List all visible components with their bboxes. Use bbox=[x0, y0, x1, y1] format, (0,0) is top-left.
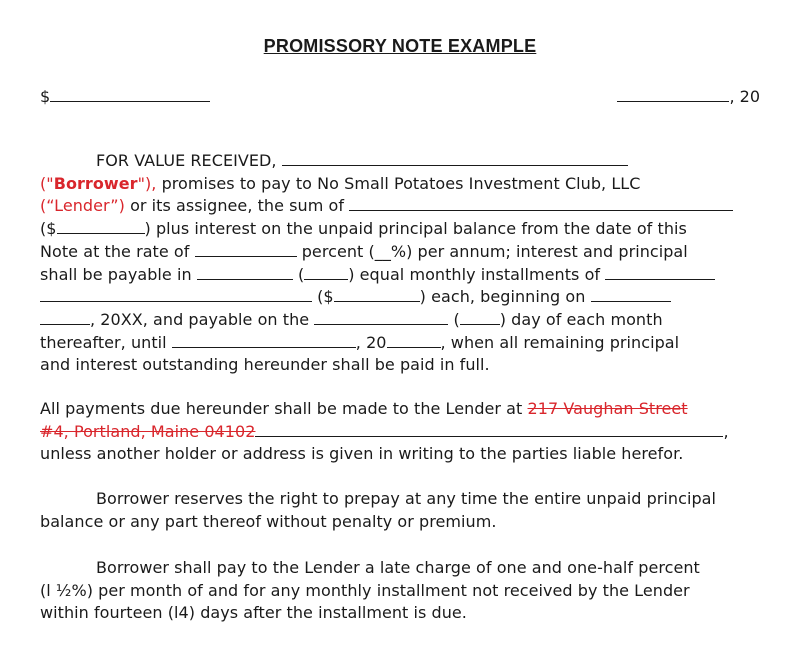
principal-prefix: ($ bbox=[40, 219, 57, 239]
maturity-year-prefix: , 20 bbox=[355, 332, 387, 352]
year-suffix: , 20 bbox=[729, 87, 760, 106]
day-open-paren: ( bbox=[453, 309, 460, 329]
amount-blank[interactable] bbox=[50, 86, 210, 102]
line-lender bbox=[40, 195, 758, 218]
line-no-penalty: balance or any part thereof without penalty or premium. bbox=[40, 511, 497, 531]
line-payments-due bbox=[40, 398, 758, 421]
installments-open-paren: ( bbox=[297, 264, 305, 284]
beginning-text: ) each, beginning on bbox=[419, 287, 586, 307]
address-comma: , bbox=[723, 421, 729, 441]
installments-words-blank[interactable] bbox=[197, 264, 293, 280]
line-borrower bbox=[40, 173, 758, 196]
interest-text: ) plus interest on the unpaid principal balance from the date of this bbox=[144, 219, 687, 239]
document-title: PROMISSORY NOTE EXAMPLE bbox=[263, 36, 537, 56]
dateline bbox=[40, 86, 760, 107]
borrower-name-blank[interactable] bbox=[282, 150, 628, 166]
paragraph-payment-terms bbox=[40, 150, 758, 377]
line-prepay: Borrower reserves the right to prepay at any time the entire unpaid principal bbox=[96, 489, 716, 508]
percent-text: percent (__%) per annum; interest and principal bbox=[301, 241, 688, 261]
monthly-installments-text: ) equal monthly installments of bbox=[348, 264, 601, 284]
paragraph-prepayment bbox=[40, 488, 758, 533]
day-words-blank[interactable] bbox=[314, 309, 448, 325]
line-until bbox=[40, 332, 758, 355]
lender-label: (“Lender”) bbox=[40, 196, 125, 216]
beginning-date-blank[interactable] bbox=[591, 286, 671, 302]
payable-on-text: , 20XX, and payable on the bbox=[90, 309, 310, 329]
paragraph-late-charge bbox=[40, 557, 758, 625]
borrower-close-paren: "), bbox=[137, 173, 157, 193]
amount-prefix: $ bbox=[40, 87, 51, 106]
date-blank[interactable] bbox=[617, 86, 729, 102]
borrower-label: Borrower bbox=[53, 173, 138, 193]
line-rate bbox=[40, 241, 758, 264]
principal-amount-blank[interactable] bbox=[57, 218, 145, 234]
sum-words-blank[interactable] bbox=[349, 195, 733, 211]
line-late-charge: Borrower shall pay to the Lender a late charge of one and one-half percent bbox=[96, 558, 700, 577]
assignee-text: or its assignee, the sum of bbox=[124, 196, 345, 216]
address-blank[interactable] bbox=[255, 421, 723, 437]
line-principal bbox=[40, 218, 758, 241]
line-payable-on bbox=[40, 309, 758, 332]
beginning-month-blank[interactable] bbox=[40, 309, 90, 325]
installment-amount-continued-blank[interactable] bbox=[40, 286, 312, 302]
paragraph-payment-address bbox=[40, 398, 758, 466]
thereafter-text: thereafter, until bbox=[40, 332, 167, 352]
line-address-continued bbox=[40, 421, 758, 444]
struck-city-address: #4, Portland, Maine 04102 bbox=[40, 421, 256, 441]
remaining-principal-text: , when all remaining principal bbox=[440, 332, 680, 352]
installment-amount-words-blank[interactable] bbox=[605, 264, 715, 280]
line-per-month: (l ½%) per month of and for any monthly installment not received by the Lender bbox=[40, 580, 690, 600]
struck-street-address: 217 Vaughan Street bbox=[527, 399, 688, 418]
installment-amount-prefix: ($ bbox=[317, 287, 334, 307]
installment-amount-blank[interactable] bbox=[334, 286, 420, 302]
line-installments bbox=[40, 264, 758, 287]
value-received-text: FOR VALUE RECEIVED, bbox=[96, 151, 277, 170]
line-paid-in-full: and interest outstanding hereunder shall be paid in full. bbox=[40, 355, 490, 375]
payments-due-text: All payments due hereunder shall be made to the Lender at bbox=[40, 399, 528, 418]
line-fourteen-days: within fourteen (l4) days after the installment is due. bbox=[40, 603, 467, 623]
day-number-blank[interactable] bbox=[460, 309, 500, 325]
date-field bbox=[617, 86, 760, 107]
borrower-open-paren: (" bbox=[40, 173, 54, 193]
promises-text: promises to pay to No Small Potatoes Investment Club, LLC bbox=[156, 173, 641, 193]
rate-text: Note at the rate of bbox=[40, 241, 190, 261]
each-month-text: ) day of each month bbox=[499, 309, 663, 329]
installments-number-blank[interactable] bbox=[304, 264, 348, 280]
line-value-received bbox=[40, 150, 758, 173]
rate-words-blank[interactable] bbox=[195, 241, 297, 257]
payable-text: shall be payable in bbox=[40, 264, 192, 284]
line-installment-amount bbox=[40, 286, 758, 309]
maturity-year-blank[interactable] bbox=[387, 332, 441, 348]
maturity-date-blank[interactable] bbox=[172, 332, 356, 348]
line-other-holder: unless another holder or address is given in writing to the parties liable herefor. bbox=[40, 444, 684, 464]
